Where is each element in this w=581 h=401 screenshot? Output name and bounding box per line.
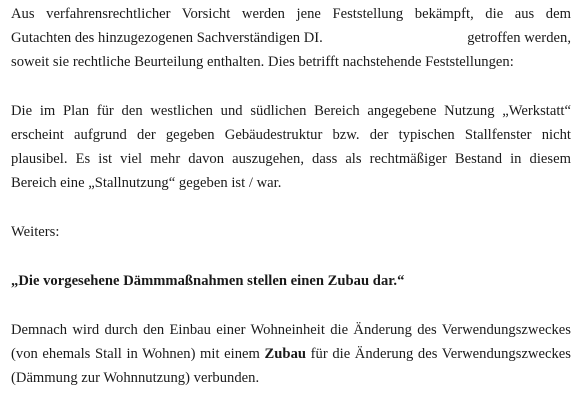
paragraph-1-line-2-start: Gutachten des hinzugezogenen Sachverständigen DI.: [11, 30, 323, 46]
paragraph-1-line-2: [11, 28, 571, 48]
paragraph-2-line-4: Bereich eine „Stallnutzung“ gegeben ist / war.: [11, 175, 282, 191]
paragraph-2-line-2: erscheint aufgrund der gegeben Gebäudestruktur bzw. der typischen Stallfenster nicht: [11, 127, 571, 143]
bold-quote-heading: „Die vorgesehene Dämmmaßnahmen stellen einen Zubau dar.“: [11, 273, 405, 289]
paragraph-1-line-1: Aus verfahrensrechtlicher Vorsicht werden jene Feststellung bekämpft, die aus dem: [11, 6, 571, 22]
paragraph-2-line-3: plausibel. Es ist viel mehr davon auszugehen, dass als rechtmäßiger Bestand in diesem: [11, 151, 571, 167]
paragraph-4-line-1: Demnach wird durch den Einbau einer Wohneinheit die Änderung des Verwendungszweckes: [11, 322, 571, 338]
paragraph-4-line-2: [11, 344, 571, 364]
paragraph-2-line-1: Die im Plan für den westlichen und südlichen Bereich angegebene Nutzung „Werkstatt“: [11, 103, 571, 119]
paragraph-4-line-2-start: (von ehemals Stall in Wohnen) mit einem: [11, 346, 260, 362]
bold-word-zubau: Zubau: [264, 346, 307, 362]
paragraph-1-line-2-end: getroffen werden,: [467, 30, 571, 46]
paragraph-4-line-2-end: für die Änderung des Verwendungszweckes: [310, 346, 572, 362]
paragraph-3-line-1: Weiters:: [11, 224, 60, 240]
paragraph-1-line-3: soweit sie rechtliche Beurteilung enthalten. Dies betrifft nachstehende Feststellungen:: [11, 54, 514, 70]
paragraph-4-line-3: (Dämmung zur Wohnnutzung) verbunden.: [11, 370, 260, 386]
